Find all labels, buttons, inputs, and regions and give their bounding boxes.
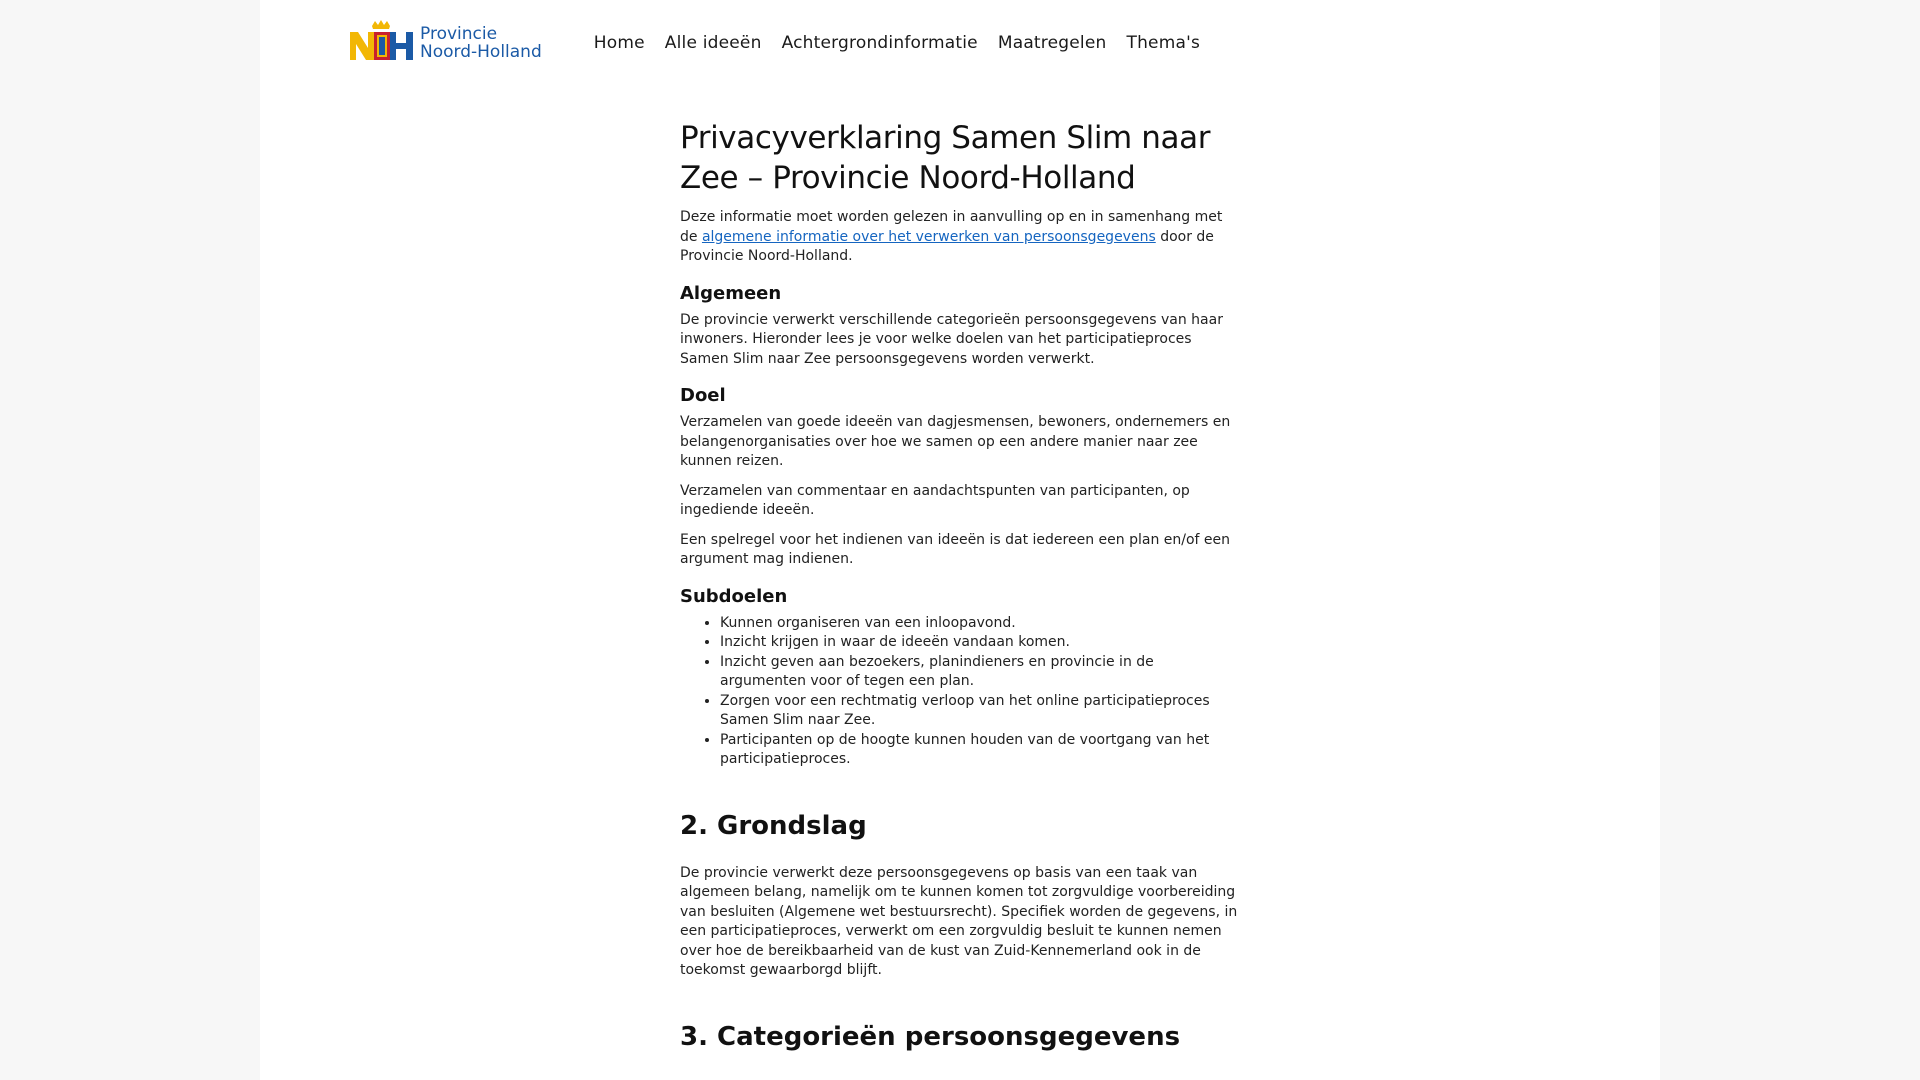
- heading-doel: Doel: [680, 385, 726, 406]
- doel-paragraph-2: Verzamelen van commentaar en aandachtspunten van participanten, op ingediende ideeën.: [680, 482, 1190, 518]
- nav-themas[interactable]: Thema's: [1126, 33, 1201, 53]
- list-item: • Inzicht krijgen in waar de ideeën vandaan komen.: [720, 633, 1240, 653]
- subdoelen-list: [680, 614, 1240, 770]
- logo-line2: Noord-Holland: [420, 42, 542, 62]
- privacy-info-link[interactable]: algemene informatie over het verwerken van persoonsgegevens: [701, 228, 1156, 245]
- grondslag-paragraph: De provincie verwerkt deze persoonsgegevens op basis van een taak van algemeen belang, namelijk om te kunnen komen tot zorgvuldige voorbereiding van besluiten (Algemene wet bestuursrecht). Specifiek worden de gegevens, in een participatieproces, verwerkt om een zorgvuldig besluit te kunnen nemen over hoe de bereikbaarheid van de kust van Zuid-Kennemerland ook in de toekomst gewaarborgd blijft.: [680, 864, 1238, 978]
- list-item: • Kunnen organiseren van een inloopavond.: [720, 614, 1240, 634]
- intro-paragraph: [680, 208, 1240, 267]
- nav-alle-ideeen[interactable]: Alle ideeën: [664, 33, 762, 53]
- list-item: • Participanten op de hoogte kunnen houden van de voortgang van het participatieproces.: [720, 731, 1240, 770]
- main-nav: [594, 33, 1220, 53]
- logo-nh-icon: [350, 20, 414, 66]
- article-content: [680, 118, 1240, 1075]
- logo-text: [420, 25, 542, 61]
- nav-achtergrondinformatie[interactable]: Achtergrondinformatie: [781, 33, 978, 53]
- list-item: • Inzicht geven aan bezoekers, planindieners en provincie in de argumenten voor of tegen een plan.: [720, 653, 1240, 692]
- intro-before: Deze informatie moet worden gelezen in aanvulling op en in samenhang met de: [680, 209, 1223, 245]
- intro-after: door de Provincie Noord-Holland.: [680, 228, 1214, 264]
- site-header: [350, 18, 1220, 68]
- doel-paragraph-3: Een spelregel voor het indienen van ideeën is dat iedereen een plan en/of een argument mag indienen.: [680, 531, 1231, 567]
- heading-subdoelen: Subdoelen: [680, 585, 788, 607]
- page-title: Privacyverklaring Samen Slim naar Zee – Provincie Noord-Holland: [680, 120, 1211, 196]
- doel-paragraph-1: Verzamelen van goede ideeën van dagjesmensen, bewoners, ondernemers en belangenorganisaties over hoe we samen op een andere manier naar zee kunnen reizen.: [680, 414, 1231, 469]
- nav-maatregelen[interactable]: Maatregelen: [997, 33, 1107, 53]
- page: [260, 0, 1660, 1080]
- list-item: • Zorgen voor een rechtmatig verloop van het online participatieproces Samen Slim naar Zee.: [720, 692, 1240, 731]
- algemeen-paragraph: De provincie verwerkt verschillende categorieën persoonsgegevens van haar inwoners. Hieronder lees je voor welke doelen van het participatieproces Samen Slim naar Zee persoonsgegevens worden verwerkt.: [680, 311, 1223, 367]
- heading-algemeen: Algemeen: [680, 282, 782, 304]
- logo-provincie-noord-holland[interactable]: [350, 20, 542, 66]
- logo-line1: Provincie: [420, 24, 498, 44]
- heading-categorieen: 3. Categorieën persoonsgegevens: [680, 1021, 1181, 1052]
- heading-grondslag: 2. Grondslag: [680, 810, 867, 841]
- nav-home[interactable]: Home: [593, 33, 645, 53]
